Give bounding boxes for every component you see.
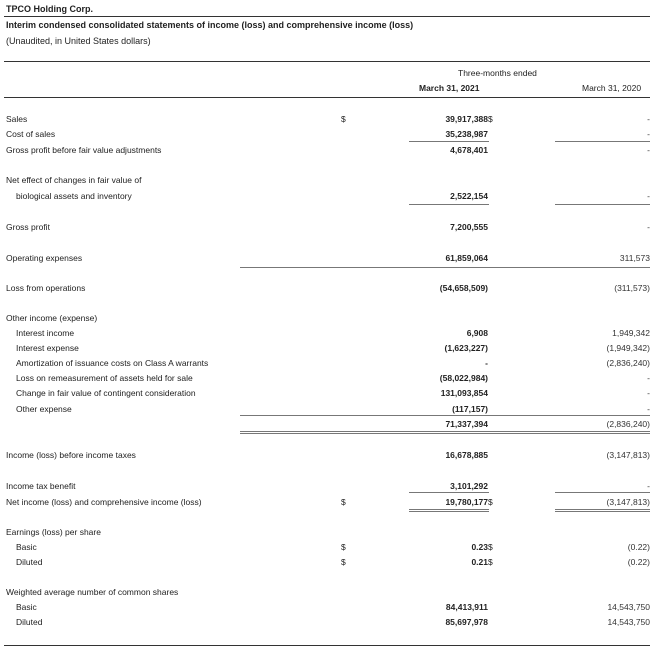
value-2021-interest-income: 6,908 bbox=[466, 328, 488, 338]
value-2020-eps-basic: (0.22) bbox=[627, 542, 650, 552]
value-2021-eps-basic: 0.23 bbox=[471, 542, 488, 552]
value-2020-net-income: (3,147,813) bbox=[606, 497, 650, 507]
value-2020-income-before-tax: (3,147,813) bbox=[606, 450, 650, 460]
row-label-other-expense: Other expense bbox=[16, 404, 72, 414]
row-label-interest-expense: Interest expense bbox=[16, 343, 79, 353]
row-label-shares-diluted: Diluted bbox=[16, 617, 43, 627]
row-label-gross-profit: Gross profit bbox=[6, 222, 50, 232]
company-name: TPCO Holding Corp. bbox=[6, 4, 93, 14]
currency-symbol: $ bbox=[341, 557, 346, 567]
row-label-loss-from-operations: Loss from operations bbox=[6, 283, 86, 293]
row-label-income-before-tax: Income (loss) before income taxes bbox=[6, 450, 136, 460]
period-label: Three-months ended bbox=[458, 68, 537, 78]
value-2021-income-before-tax: 16,678,885 bbox=[445, 450, 488, 460]
row-label-income-tax-benefit: Income tax benefit bbox=[6, 481, 76, 491]
subtotal-rule bbox=[409, 204, 489, 205]
total-rule bbox=[555, 509, 650, 510]
row-label-net-income: Net income (loss) and comprehensive income (loss) bbox=[6, 497, 202, 507]
total-rule bbox=[555, 511, 650, 512]
value-2021-loss-from-operations: (54,658,509) bbox=[439, 283, 488, 293]
value-2020-interest-income: 1,949,342 bbox=[612, 328, 650, 338]
value-2021-income-tax-benefit: 3,101,292 bbox=[450, 481, 488, 491]
row-label-shares-basic: Basic bbox=[16, 602, 37, 612]
value-2021-interest-expense: (1,623,227) bbox=[444, 343, 488, 353]
value-2020-shares-basic: 14,543,750 bbox=[607, 602, 650, 612]
row-label-eps-diluted: Diluted bbox=[16, 557, 43, 567]
column-2021: March 31, 2021 bbox=[419, 83, 480, 93]
value-2020-amortization: (2,836,240) bbox=[606, 358, 650, 368]
total-rule bbox=[409, 511, 489, 512]
currency-symbol: $ bbox=[488, 557, 493, 567]
column-header-rule bbox=[4, 97, 650, 98]
value-2021-other-expense: (117,157) bbox=[452, 404, 488, 414]
value-2020-loss-from-operations: (311,573) bbox=[614, 283, 650, 293]
row-label-cost-of-sales: Cost of sales bbox=[6, 129, 56, 139]
row-label-loss-remeasurement: Loss on remeasurement of assets held for sale bbox=[16, 373, 193, 383]
value-2020-operating-expenses: 311,573 bbox=[619, 253, 650, 263]
currency-symbol: $ bbox=[341, 542, 346, 552]
value-2021-net-effect: 2,522,154 bbox=[450, 191, 488, 201]
value-2020-interest-expense: (1,949,342) bbox=[606, 343, 650, 353]
subtotal-rule bbox=[555, 492, 650, 493]
currency-symbol: $ bbox=[341, 497, 346, 507]
statement-title: Interim condensed consolidated statements of income (loss) and comprehensive income (loss) bbox=[6, 20, 414, 30]
value-2020-sales: - bbox=[647, 114, 650, 124]
subtotal-rule bbox=[555, 204, 650, 205]
value-2021-contingent-consideration: 131,093,854 bbox=[440, 388, 488, 398]
subtotal-rule bbox=[240, 267, 650, 268]
subtotal-rule bbox=[409, 141, 489, 142]
value-2021-gross-before-fv: 4,678,401 bbox=[450, 145, 488, 155]
value-2020-loss-remeasurement: - bbox=[647, 373, 650, 383]
value-2020-gross-profit: - bbox=[647, 222, 650, 232]
statement-basis: (Unaudited, in United States dollars) bbox=[6, 36, 151, 46]
row-label-contingent-consideration: Change in fair value of contingent consideration bbox=[16, 388, 196, 398]
subtotal-rule bbox=[409, 492, 489, 493]
value-2021-eps-diluted: 0.21 bbox=[471, 557, 488, 567]
value-2021-sales: 39,917,388 bbox=[445, 114, 488, 124]
total-rule bbox=[409, 509, 489, 510]
row-label-eps-basic: Basic bbox=[16, 542, 37, 552]
subtotal-rule bbox=[555, 141, 650, 142]
row-label-amortization: Amortization of issuance costs on Class A warrants bbox=[16, 358, 209, 368]
value-2020-contingent-consideration: - bbox=[647, 388, 650, 398]
header-rule bbox=[4, 16, 650, 17]
value-2021-loss-remeasurement: (58,022,984) bbox=[439, 373, 488, 383]
row-label-net-effect: Net effect of changes in fair value of bbox=[6, 175, 142, 185]
value-2020-income-tax-benefit: - bbox=[647, 481, 650, 491]
header-rule-2 bbox=[4, 61, 650, 62]
subtotal-rule bbox=[240, 431, 650, 432]
row-label-net-effect-cont: biological assets and inventory bbox=[16, 191, 132, 201]
footer-rule bbox=[4, 645, 650, 646]
currency-symbol: $ bbox=[488, 497, 493, 507]
row-label-interest-income: Interest income bbox=[16, 328, 75, 338]
value-2021-cost-of-sales: 35,238,987 bbox=[445, 129, 488, 139]
value-2021-shares-basic: 84,413,911 bbox=[445, 602, 488, 612]
value-2021-net-income: 19,780,177 bbox=[445, 497, 488, 507]
subtotal-rule bbox=[240, 433, 650, 434]
value-2020-eps-diluted: (0.22) bbox=[627, 557, 650, 567]
value-2020-other-expense: - bbox=[647, 404, 650, 414]
row-label-sales: Sales bbox=[6, 114, 28, 124]
value-2020-cost-of-sales: - bbox=[647, 129, 650, 139]
column-2020: March 31, 2020 bbox=[582, 83, 642, 93]
value-2021-operating-expenses: 61,859,064 bbox=[445, 253, 488, 263]
value-2020-net-effect: - bbox=[647, 191, 650, 201]
value-2020-other-total: (2,836,240) bbox=[606, 419, 650, 429]
value-2021-gross-profit: 7,200,555 bbox=[450, 222, 488, 232]
currency-symbol: $ bbox=[341, 114, 346, 124]
value-2021-shares-diluted: 85,697,978 bbox=[445, 617, 488, 627]
currency-symbol: $ bbox=[488, 114, 493, 124]
value-2021-amortization: - bbox=[485, 358, 488, 368]
value-2020-shares-diluted: 14,543,750 bbox=[607, 617, 650, 627]
value-2020-gross-before-fv: - bbox=[647, 145, 650, 155]
row-label-operating-expenses: Operating expenses bbox=[6, 253, 83, 263]
row-label-eps: Earnings (loss) per share bbox=[6, 527, 101, 537]
subtotal-rule bbox=[240, 415, 650, 416]
value-2021-other-total: 71,337,394 bbox=[445, 419, 488, 429]
row-label-other-income: Other income (expense) bbox=[6, 313, 98, 323]
currency-symbol: $ bbox=[488, 542, 493, 552]
row-label-weighted-shares: Weighted average number of common shares bbox=[6, 587, 179, 597]
row-label-gross-before-fv: Gross profit before fair value adjustments bbox=[6, 145, 162, 155]
